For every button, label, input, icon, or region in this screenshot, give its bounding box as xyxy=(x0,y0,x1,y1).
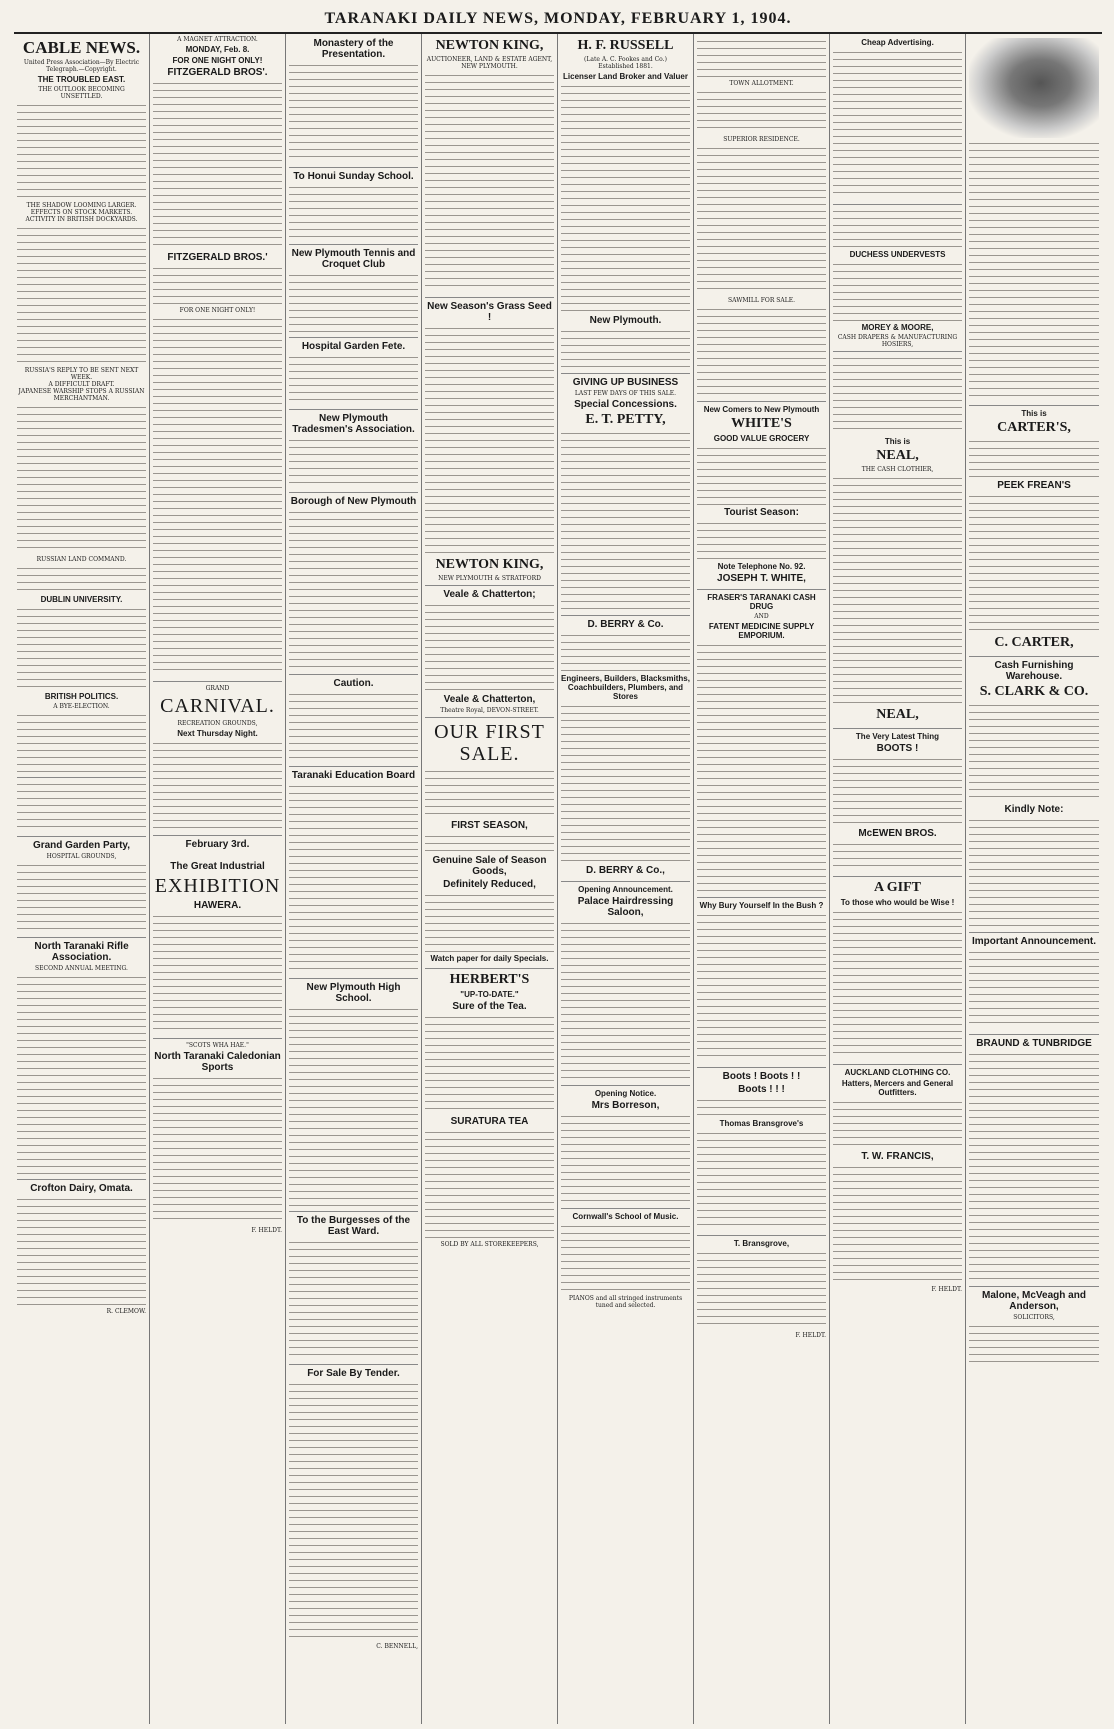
ad-text xyxy=(697,1130,826,1230)
ad-heading: Borough of New Plymouth xyxy=(290,496,417,507)
ad-text xyxy=(425,1014,554,1114)
ad-heading: CARTER'S, xyxy=(997,420,1071,435)
ad-subheading: HOSPITAL GROUNDS, xyxy=(46,853,117,860)
ad-heading: New Plymouth High School. xyxy=(306,982,401,1004)
ad-heading: This is xyxy=(1021,409,1047,418)
ad-heading: Thomas Bransgrove's xyxy=(719,1119,804,1128)
ad-heading: MONDAY, Feb. 8. xyxy=(185,45,250,54)
ad-heading: New Plymouth. xyxy=(589,315,662,326)
ad-text xyxy=(289,691,418,761)
subhead: A BYE-ELECTION. xyxy=(53,703,110,710)
article-text xyxy=(17,712,146,772)
ad-heading: Sure of the Tea. xyxy=(452,1001,527,1012)
ad-heading: NEWTON KING, xyxy=(435,557,544,572)
ad-heading: T. Bransgrove, xyxy=(733,1239,790,1248)
ad-text xyxy=(289,1239,418,1359)
ad-text xyxy=(833,841,962,871)
ad-heading: EXHIBITION xyxy=(154,875,281,897)
ad-text xyxy=(425,768,554,818)
ad-heading: FOR ONE NIGHT ONLY! xyxy=(179,307,256,314)
subhead: THE TROUBLED EAST. xyxy=(37,75,126,84)
ad-heading: HERBERT'S xyxy=(449,972,530,987)
ad-text xyxy=(17,862,146,932)
ad-heading: SAWMILL FOR SALE. xyxy=(728,297,795,304)
ad-heading: TOWN ALLOTMENT. xyxy=(729,80,794,87)
ad-subheading: LAST FEW DAYS OF THIS SALE. xyxy=(574,390,677,397)
ad-text xyxy=(425,325,554,555)
ad-text xyxy=(425,1129,554,1239)
article-text xyxy=(17,606,146,690)
ad-heading: Palace Hairdressing Saloon, xyxy=(577,896,674,918)
ad-text xyxy=(833,756,962,826)
ad-heading: To the Burgesses of the East Ward. xyxy=(296,1215,411,1237)
ad-text xyxy=(289,62,418,162)
footer-line: SOLD BY ALL STOREKEEPERS, xyxy=(440,1241,539,1248)
ad-text xyxy=(153,316,282,676)
ad-heading: Hatters, Mercers and General Outfitters. xyxy=(841,1079,954,1097)
ad-heading: NEAL, xyxy=(876,448,919,463)
column-6 xyxy=(694,34,830,1724)
ad-text xyxy=(289,1006,418,1206)
ad-heading: February 3rd. xyxy=(185,839,250,850)
ad-heading: The Very Latest Thing xyxy=(855,732,940,741)
ad-text xyxy=(289,437,418,487)
column-3 xyxy=(286,34,422,1724)
ad-text xyxy=(289,354,418,404)
signature: F. HELDT. xyxy=(795,1332,826,1339)
ad-heading: Why Bury Yourself In the Bush ? xyxy=(699,901,824,910)
subhead: RUSSIAN LAND COMMAND. xyxy=(36,556,127,563)
ad-text xyxy=(697,89,826,134)
ad-text xyxy=(289,272,418,332)
ad-text xyxy=(833,1164,962,1284)
ad-text xyxy=(289,1381,418,1641)
ad-text xyxy=(17,974,146,1174)
article-text xyxy=(17,565,146,593)
subhead: DUBLIN UNIVERSITY. xyxy=(40,595,123,604)
ad-heading: DUCHESS UNDERVESTS xyxy=(849,250,946,259)
footer-line: PIANOS and all stringed instruments tuned and selected. xyxy=(568,1295,683,1309)
ad-heading: To Honui Sunday School. xyxy=(293,171,414,182)
ad-heading: FIRST SEASON, xyxy=(451,820,528,831)
ad-heading: Watch paper for daily Specials. xyxy=(430,954,549,963)
ad-text xyxy=(697,445,826,505)
ad-heading: New Comers to New Plymouth xyxy=(703,405,820,414)
ad-text xyxy=(969,1051,1099,1281)
ad-heading: Hospital Garden Fete. xyxy=(301,341,406,352)
ad-heading: JOSEPH T. WHITE, xyxy=(717,573,806,584)
subhead: JAPANESE WARSHIP STOPS A RUSSIAN MERCHANTMAN. xyxy=(18,388,145,402)
ad-text xyxy=(561,1223,690,1293)
ad-subheading: NEW PLYMOUTH. xyxy=(461,63,518,70)
masthead-title: TARANAKI DAILY NEWS, MONDAY, FEBRUARY 1, 1904. xyxy=(14,10,1102,34)
ad-subheading: (Late A. C. Fookes and Co.) xyxy=(584,56,667,63)
ad-text xyxy=(969,949,1099,1029)
ad-heading: D. BERRY & Co., xyxy=(586,865,665,876)
ad-heading: Boots ! Boots ! ! xyxy=(722,1071,801,1082)
ad-heading: Malone, McVeagh and Anderson, xyxy=(982,1290,1086,1312)
ad-heading: SUPERIOR RESIDENCE. xyxy=(723,136,800,143)
ad-heading: RECREATION GROUNDS, xyxy=(177,720,258,727)
ad-heading: Special Concessions. xyxy=(574,399,677,410)
ad-heading: "UP-TO-DATE." xyxy=(460,990,519,999)
ad-heading: Monastery of the Presentation. xyxy=(313,38,394,60)
ad-heading: GIVING UP BUSINESS xyxy=(572,377,679,388)
ad-text xyxy=(425,833,554,853)
ad-text xyxy=(833,49,962,199)
ad-heading: Crofton Dairy, Omata. xyxy=(30,1183,133,1194)
ad-heading: BRAUND & TUNBRIDGE xyxy=(976,1038,1092,1049)
illustration-image xyxy=(969,38,1099,138)
ad-heading: BOOTS ! xyxy=(876,743,919,754)
ad-heading: FITZGERALD BROS'. xyxy=(167,67,268,78)
ad-text xyxy=(969,1323,1099,1363)
ad-text xyxy=(969,493,1099,633)
ad-heading: Mrs Borreson, xyxy=(591,1100,660,1111)
article-text xyxy=(17,404,146,554)
ad-heading: Licenser Land Broker and Valuer xyxy=(563,72,688,81)
subhead: THE OUTLOOK BECOMING UNSETTLED. xyxy=(38,86,125,100)
ad-text xyxy=(289,509,418,669)
ad-heading: C. CARTER, xyxy=(994,635,1074,650)
ad-heading: Tourist Season: xyxy=(724,507,799,518)
ad-heading: Important Announcement. xyxy=(971,936,1097,947)
ad-heading: WHITE'S xyxy=(731,416,792,431)
ad-heading: CARNIVAL. xyxy=(160,695,275,717)
subhead: RUSSIA'S REPLY TO BE SENT NEXT WEEK. xyxy=(24,367,139,381)
column-2 xyxy=(150,34,286,1724)
column-5 xyxy=(558,34,694,1724)
signature: F. HELDT. xyxy=(931,1286,962,1293)
ad-heading: A GIFT xyxy=(873,880,922,895)
ad-text xyxy=(697,642,826,892)
ad-heading: Definitely Reduced, xyxy=(443,879,536,890)
ad-text xyxy=(833,261,962,321)
ad-heading: E. T. PETTY, xyxy=(585,412,666,427)
ad-heading: New Plymouth Tradesmen's Association. xyxy=(292,413,415,435)
ad-text xyxy=(969,817,1099,927)
ad-subheading: AUCTIONEER, LAND & ESTATE AGENT, xyxy=(426,56,553,63)
ad-heading: Cornwall's School of Music. xyxy=(572,1212,679,1221)
ad-text xyxy=(697,145,826,295)
ad-heading: SURATURA TEA xyxy=(450,1116,529,1127)
ad-heading: New Plymouth Tennis and Croquet Club xyxy=(291,248,416,270)
ad-heading: Kindly Note: xyxy=(1004,804,1064,815)
ad-heading: NEWTON KING, xyxy=(435,38,544,53)
ad-text xyxy=(561,328,690,368)
subhead: BRITISH POLITICS. xyxy=(44,692,119,701)
ad-heading: A MAGNET ATTRACTION. xyxy=(177,36,258,43)
ad-subheading: Established 1881. xyxy=(598,63,653,70)
ad-text xyxy=(969,438,1099,478)
ad-text xyxy=(697,912,826,1062)
ad-heading: Opening Notice. xyxy=(594,1089,657,1098)
ad-heading: HAWERA. xyxy=(193,900,242,911)
ad-subheading: THE CASH CLOTHIER, xyxy=(861,466,934,473)
ad-heading: Veale & Chatterton; xyxy=(443,589,536,600)
ad-text xyxy=(969,140,1099,400)
ad-text xyxy=(153,913,282,1033)
ad-subheading: SECOND ANNUAL MEETING. xyxy=(35,965,128,972)
ad-text xyxy=(561,1113,690,1203)
column-7 xyxy=(830,34,966,1724)
column-8 xyxy=(966,34,1102,1724)
ad-heading: GOOD VALUE GROCERY xyxy=(713,434,810,443)
subhead: THE SHADOW LOOMING LARGER. xyxy=(26,202,137,209)
ad-text xyxy=(697,1097,826,1117)
ad-text xyxy=(425,892,554,952)
ad-text xyxy=(833,475,962,705)
ad-text xyxy=(17,781,146,831)
ad-subheading: Theatre Royal, DEVON-STREET. xyxy=(440,707,539,714)
ad-text xyxy=(969,702,1099,802)
ad-text xyxy=(561,632,690,672)
ad-heading: T. W. FRANCIS, xyxy=(861,1151,934,1162)
ad-text xyxy=(289,783,418,973)
ad-heading: The Great Industrial xyxy=(170,861,265,872)
ad-heading: FOR ONE NIGHT ONLY! xyxy=(172,56,263,65)
ad-heading: McEWEN BROS. xyxy=(858,828,937,839)
ad-text xyxy=(561,430,690,610)
ad-heading: Boots ! ! ! xyxy=(738,1084,785,1095)
ad-heading: S. CLARK & CO. xyxy=(979,684,1089,699)
subhead: A DIFFICULT DRAFT. xyxy=(48,381,115,388)
ad-heading: MOREY & MOORE, xyxy=(861,323,934,332)
subhead: EFFECTS ON STOCK MARKETS. xyxy=(30,209,133,216)
columns xyxy=(14,34,1102,1724)
article-text xyxy=(17,102,146,200)
ad-text xyxy=(425,602,554,692)
ad-subheading: SOLICITORS, xyxy=(1013,1314,1055,1321)
ad-text xyxy=(17,1196,146,1306)
ad-heading: Grand Garden Party, xyxy=(32,840,131,851)
article-text xyxy=(17,225,146,365)
ad-text xyxy=(697,520,826,560)
ad-text xyxy=(561,83,690,313)
ad-heading: Next Thursday Night. xyxy=(177,729,258,738)
ad-heading: H. F. RUSSELL xyxy=(577,38,674,53)
ad-heading: To those who would be Wise ! xyxy=(840,898,955,907)
ad-heading: New Season's Grass Seed ! xyxy=(427,301,552,323)
ad-heading: D. BERRY & Co. xyxy=(587,619,664,630)
ad-text xyxy=(153,852,282,859)
ad-heading: OUR FIRST SALE. xyxy=(434,721,545,765)
ad-text xyxy=(425,72,554,292)
ad-heading: GRAND xyxy=(205,685,230,692)
ad-heading: Veale & Chatterton, xyxy=(443,694,536,705)
ad-heading: This is xyxy=(884,437,911,446)
ad-heading: FITZGERALD BROS.' xyxy=(167,252,268,263)
ad-text xyxy=(697,306,826,396)
ad-heading: Taranaki Education Board xyxy=(291,770,416,781)
ad-heading: AUCKLAND CLOTHING CO. xyxy=(844,1068,951,1077)
ad-heading: Engineers, Builders, Blacksmiths, Coachbuilders, Plumbers, and Stores xyxy=(561,674,690,701)
ad-subheading: NEW PLYMOUTH & STRATFORD xyxy=(438,575,541,582)
ad-text xyxy=(833,208,962,248)
ad-heading: Cash Furnishing Warehouse. xyxy=(994,660,1074,682)
ad-text xyxy=(153,740,282,830)
ad-heading: For Sale By Tender. xyxy=(307,1368,400,1379)
ad-heading: Caution. xyxy=(333,678,374,689)
ad-text xyxy=(561,703,690,863)
ad-text xyxy=(153,1075,282,1225)
ad-heading: North Taranaki Rifle Association. xyxy=(34,941,129,963)
ad-text xyxy=(833,355,962,435)
ad-heading: FRASER'S TARANAKI CASH DRUG xyxy=(707,593,816,611)
ad-heading: Opening Announcement. xyxy=(578,885,673,894)
signature: R. CLEMOW. xyxy=(106,1308,146,1315)
ad-subheading: AND xyxy=(754,613,769,620)
signature: F. HELDT. xyxy=(251,1227,282,1234)
ad-heading: "SCOTS WHA HAE." xyxy=(186,1042,249,1049)
ad-heading: Note Telephone No. 92. xyxy=(717,562,806,571)
column-1 xyxy=(14,34,150,1724)
ad-text xyxy=(153,265,282,305)
column-4 xyxy=(422,34,558,1724)
ad-text xyxy=(833,909,962,1059)
ad-heading: NEAL, xyxy=(876,707,919,722)
cable-news-heading: CABLE NEWS. xyxy=(22,38,141,57)
ad-text xyxy=(697,1250,826,1330)
ad-text xyxy=(289,184,418,239)
ad-text xyxy=(561,920,690,1080)
ad-heading: PEEK FREAN'S xyxy=(997,480,1071,491)
ad-heading: Cheap Advertising. xyxy=(861,38,934,47)
ad-text xyxy=(697,38,826,78)
ad-text xyxy=(833,1099,962,1149)
ad-heading: Genuine Sale of Season Goods, xyxy=(432,855,547,877)
ad-heading: North Taranaki Caledonian Sports xyxy=(154,1051,281,1073)
subhead: ACTIVITY IN BRITISH DOCKYARDS. xyxy=(25,216,138,223)
ad-text xyxy=(153,80,282,250)
ad-heading: FATENT MEDICINE SUPPLY EMPORIUM. xyxy=(708,622,815,640)
cable-news-source: United Press Association—By Electric Telegraph.—Copyright. xyxy=(23,59,140,73)
ad-subheading: CASH DRAPERS & MANUFACTURING HOSIERS, xyxy=(837,334,958,348)
signature: C. BENNELL, xyxy=(376,1643,418,1650)
